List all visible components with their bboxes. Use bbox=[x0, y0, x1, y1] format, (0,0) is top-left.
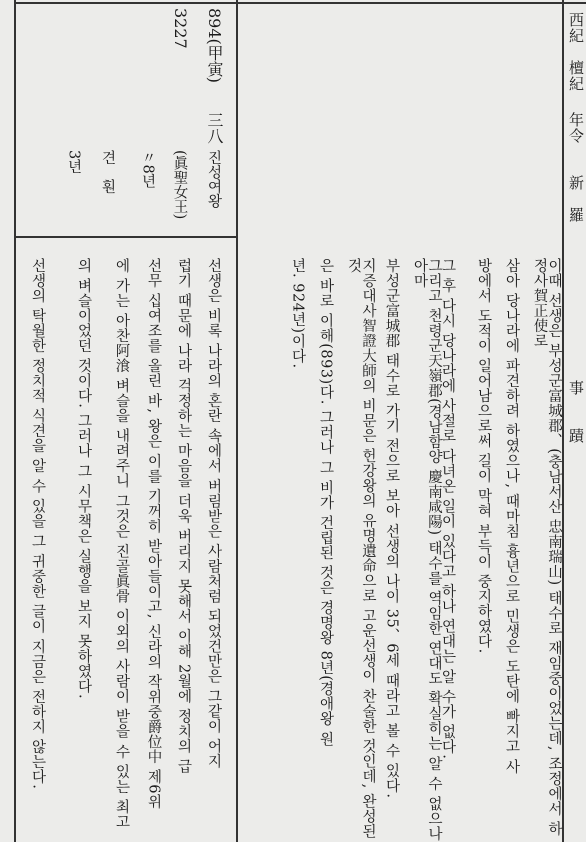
dangun-year: 3227 bbox=[171, 8, 190, 49]
age: 三八 bbox=[205, 112, 224, 144]
table-divider-header bbox=[562, 0, 564, 842]
header-silla: 新 羅 bbox=[567, 175, 585, 223]
event-text-line: 은 바로 이해(893)다. 그러나 그 비가 건립된 것은 경명왕 8년(경애왕 원 bbox=[317, 258, 334, 747]
event-text-line: 삼아 당나라에 파견하려 하였으나, 때마침 흉년으로 민생은 도탄에 빠지고 사 bbox=[503, 258, 520, 775]
event-text-line: 년. 924년)이다. bbox=[289, 258, 306, 369]
event-text-line: 에 가는 아찬阿湌 벼슬을 내려주니 그것은 진골眞骨 이외의 사람이 받을 수 있는 최고 bbox=[113, 258, 130, 830]
table-border-top bbox=[14, 2, 586, 4]
bleed-through-text bbox=[4, 20, 20, 24]
header-western-year: 西紀 bbox=[567, 12, 585, 44]
table-border-left bbox=[14, 0, 16, 842]
reign-king-hanja: (眞聖女王) bbox=[171, 150, 188, 220]
event-text-line: 선생은 비록 나라의 혼란 속에서 버림받은 사람처럼 되었건만은 그같이 어지 bbox=[205, 258, 222, 769]
event-text-line: 의 벼슬이었던 것이다. 그러나 그 시무책은 실행을 보지 못하였다. bbox=[75, 258, 92, 700]
event-text-line: 럽기 때문에 나라 걱정하는 마음을 더욱 버리지 못해서 이해 2월에 정치의 급 bbox=[175, 258, 192, 774]
event-text-line: 그리고 천령군天嶺郡(경남함양 慶南咸陽) 태수를 역임한 연대도 확실히는 알 수 없으나 아마 bbox=[411, 258, 442, 842]
event-text-line: 이때 선생은 부성군富城郡、(충남서산 忠南瑞山) 태수로 재임중이었는데, 조정에서 하정사賀正使로 bbox=[531, 258, 562, 837]
event-text-line: 방에서 도적이 일어남으로써 길이 막혀 부득이 중지하였다. bbox=[475, 258, 492, 654]
contemporary-ruler: 견 훤 bbox=[99, 150, 116, 194]
header-dangun-year: 檀紀 bbox=[567, 60, 585, 92]
reign-year: 〃8년 bbox=[139, 150, 156, 189]
event-text-line: 지증대사智證大師의 비문은 헌강왕의 유명遺命으로 고운선생이 찬술한 것인데, 완성된 것 bbox=[345, 258, 376, 839]
event-text-line: 그 후 다시 당나라에 사절로 다녀온 일이 있다고 하나 연대는 알 수가 없다. bbox=[439, 258, 456, 760]
contemporary-year: 3년 bbox=[65, 150, 82, 174]
event-text-line: 선무 십여조를 올린 바, 왕은 이를 기꺼히 받아들이고, 신라의 작위중爵位中 제6위 bbox=[145, 258, 162, 810]
header-era-name: 年令 bbox=[567, 112, 585, 144]
western-year: 894(甲寅) bbox=[205, 8, 224, 84]
reign-king: 진성여왕 bbox=[205, 150, 222, 208]
header-events: 事 蹟 bbox=[567, 380, 585, 444]
table-divider-events bbox=[236, 0, 238, 842]
event-text-line: 부성군富城郡 태수로 가기 전으로 보아 선생의 나이 35、6세 때라고 볼 수 있다. bbox=[383, 258, 400, 799]
event-text-line: 선생의 탁월한 정치적 식견을 알 수 있을 그 귀중한 글이 지금은 전하지 않는다. bbox=[29, 258, 46, 790]
table-divider-reign bbox=[14, 236, 236, 238]
